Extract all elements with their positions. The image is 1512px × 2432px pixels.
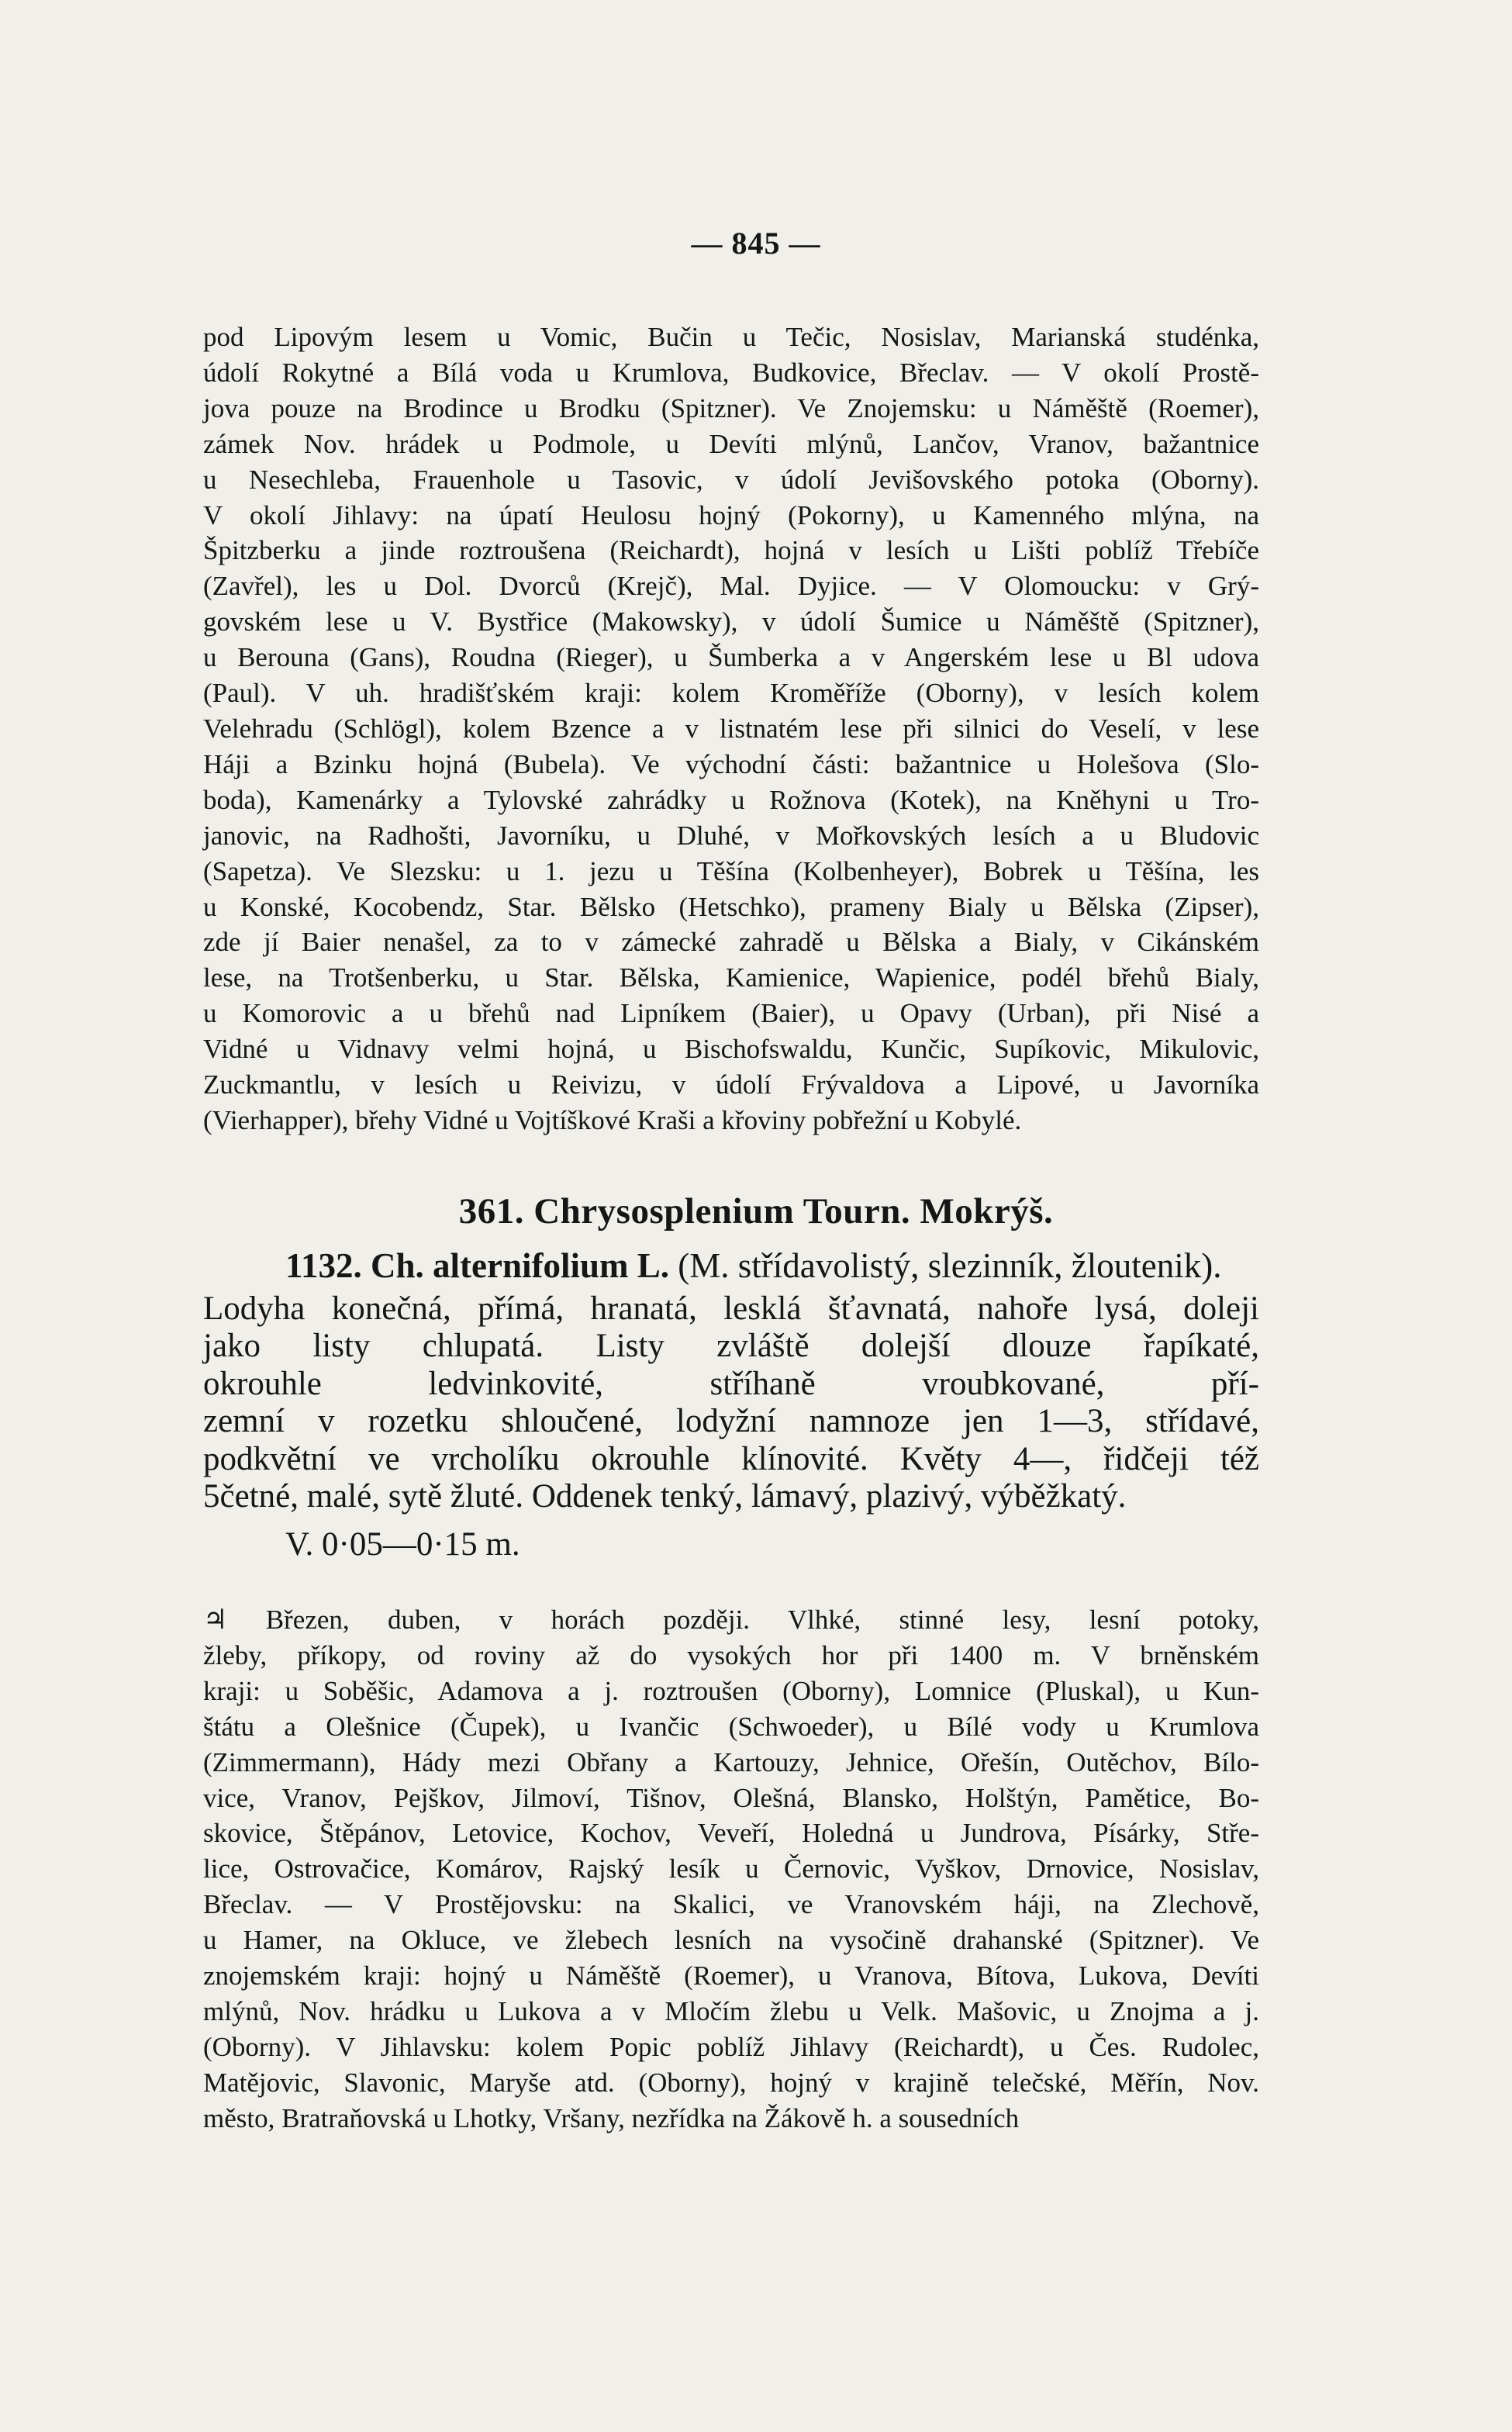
text-line: údolí Rokytné a Bílá voda u Krumlova, Budkovice, Břeclav. — V okolí Prostě- bbox=[203, 357, 1259, 388]
text-line: pod Lipovým lesem u Vomic, Bučin u Tečic, Nosislav, Marianská studénka, bbox=[203, 322, 1259, 352]
text-line: vice, Vranov, Pejškov, Jilmoví, Tišnov, Olešná, Blansko, Holštýn, Pamětice, Bo- bbox=[203, 1782, 1259, 1813]
text-line: lese, na Trotšenberku, u Star. Bělska, Kamienice, Wapienice, podél břehů Bialy, bbox=[203, 962, 1259, 993]
species-name: Ch. alternifolium L. bbox=[371, 1246, 670, 1285]
text-line: u Konské, Kocobendz, Star. Bělsko (Hetschko), prameny Bialy u Bělska (Zipser), bbox=[203, 891, 1259, 922]
species-entry bbox=[203, 1241, 1259, 1570]
text-line: Velehradu (Schlögl), kolem Bzence a v listnatém lese při silnici do Veselí, v lese bbox=[203, 713, 1259, 744]
description-line: 5četné, malé, sytě žluté. Oddenek tenký, lámavý, plazivý, výběžkatý. bbox=[203, 1478, 1127, 1515]
text-line: lice, Ostrovačice, Komárov, Rajský lesík u Černovic, Vyškov, Drnovice, Nosislav, bbox=[203, 1853, 1259, 1884]
description-line: podkvětní ve vrcholíku okrouhle klínovité. Květy 4—, řidčeji též bbox=[203, 1440, 1259, 1477]
species-height: V. 0·05—0·15 m. bbox=[285, 1526, 520, 1563]
text-line: Háji a Bzinku hojná (Bubela). Ve východní části: bažantnice u Holešova (Slo- bbox=[203, 748, 1259, 779]
description-line: jako listy chlupatá. Listy zvláště dolejší dlouze řapíkaté, bbox=[203, 1328, 1259, 1365]
text-line: (Sapetza). Ve Slezsku: u 1. jezu u Těšína (Kolbenheyer), Bobrek u Těšína, les bbox=[203, 855, 1259, 886]
species-common-name: (M. střídavolistý, slezinník, žloutenik). bbox=[678, 1246, 1222, 1285]
text-line: znojemském kraji: hojný u Náměště (Roemer), u Vranova, Bítova, Lukova, Devíti bbox=[203, 1960, 1259, 1992]
genus-heading: 361. Chrysosplenium Tourn. Mokrýš. bbox=[458, 1191, 1054, 1232]
text-line: Špitzberku a jinde roztroušena (Reichardt), hojná v lesích u Lišti poblíž Třebíče bbox=[203, 535, 1259, 566]
species-title-line bbox=[203, 1241, 1259, 1290]
paragraph-localities bbox=[203, 320, 1259, 1138]
text-line: město, Bratraňovská u Lhotky, Vršany, nezřídka na Žákově h. a sousedních bbox=[203, 2102, 1020, 2133]
description-line: Lodyha konečná, přímá, hranatá, lesklá šťavnatá, nahoře lysá, doleji bbox=[203, 1290, 1259, 1327]
text-line: boda), Kamenárky a Tylovské zahrádky u Rožnova (Kotek), na Kněhyni u Tro- bbox=[203, 784, 1259, 815]
text-line: jova pouze na Brodince u Brodku (Spitzner). Ve Znojemsku: u Náměště (Roemer), bbox=[203, 392, 1259, 423]
text-line: (Paul). V uh. hradišťském kraji: kolem Kroměříže (Oborny), v lesích kolem bbox=[203, 678, 1259, 709]
text-line: Vidné u Vidnavy velmi hojná, u Bischofswaldu, Kunčic, Supíkovic, Mikulovic, bbox=[203, 1034, 1259, 1065]
text-line: Zuckmantlu, v lesích u Reivizu, v údolí Frývaldova a Lipové, u Javorníka bbox=[203, 1069, 1259, 1100]
page-number: — 845 — bbox=[691, 226, 821, 261]
text-line: (Vierhapper), břehy Vidné u Vojtíškové Kraši a křoviny pobřežní u Kobylé. bbox=[203, 1104, 1022, 1135]
text-line: V okolí Jihlavy: na úpatí Heulosu hojný (Pokorny), u Kamenného mlýna, na bbox=[203, 499, 1259, 530]
text-line: skovice, Štěpánov, Letovice, Kochov, Veveří, Holedná u Jundrova, Písárky, Stře- bbox=[203, 1818, 1259, 1849]
text-line: (Zavřel), les u Dol. Dvorců (Krejč), Mal. Dyjice. — V Olomoucku: v Grý- bbox=[203, 571, 1259, 602]
text-line: govském lese u V. Bystřice (Makowsky), v údolí Šumice u Náměště (Spitzner), bbox=[203, 606, 1259, 637]
text-line: štátu a Olešnice (Čupek), u Ivančic (Schwoeder), u Bílé vody u Krumlova bbox=[203, 1711, 1259, 1742]
text-line: u Komorovic a u břehů nad Lipníkem (Baier), u Opavy (Urban), při Nisé a bbox=[203, 998, 1259, 1029]
text-line: ♃ Březen, duben, v horách později. Vlhké, stinné lesy, lesní potoky, bbox=[203, 1605, 1259, 1635]
description-line: zemní v rozetku shloučené, lodyžní namnoze jen 1—3, střídavé, bbox=[203, 1403, 1259, 1440]
text-line: janovic, na Radhošti, Javorníku, u Dluhé, v Mořkovských lesích a u Bludovic bbox=[203, 820, 1259, 851]
text-line: Matějovic, Slavonic, Maryše atd. (Oborny), hojný v krajině telečské, Měřín, Nov. bbox=[203, 2067, 1259, 2098]
text-line: žleby, příkopy, od roviny až do vysokých hor při 1400 m. V brněnském bbox=[203, 1639, 1259, 1670]
text-line: u Nesechleba, Frauenhole u Tasovic, v údolí Jevišovského potoka (Oborny). bbox=[203, 464, 1259, 495]
text-line: mlýnů, Nov. hrádku u Lukova a v Mločím žlebu u Velk. Mašovic, u Znojma a j. bbox=[203, 1995, 1259, 2026]
text-line: u Hamer, na Okluce, ve žlebech lesních na vysočině drahanské (Spitzner). Ve bbox=[203, 1925, 1259, 1956]
text-line: u Berouna (Gans), Roudna (Rieger), u Šumberka a v Angerském lese u Bl udova bbox=[203, 642, 1259, 673]
species-number: 1132. bbox=[285, 1246, 362, 1285]
description-line: okrouhle ledvinkovité, stříhaně vroubkované, pří- bbox=[203, 1365, 1259, 1402]
species-description bbox=[203, 1290, 1259, 1515]
paragraph-distribution bbox=[203, 1602, 1259, 2137]
text-line: zde jí Baier nenašel, za to v zámecké zahradě u Bělska a Bialy, v Cikánském bbox=[203, 927, 1259, 958]
text-line: (Zimmermann), Hády mezi Obřany a Kartouzy, Jehnice, Ořešín, Outěchov, Bílo- bbox=[203, 1746, 1259, 1777]
text-line: kraji: u Soběšic, Adamova a j. roztroušen (Oborny), Lomnice (Pluskal), u Kun- bbox=[203, 1675, 1259, 1706]
text-line: (Oborny). V Jihlavsku: kolem Popic poblíž Jihlavy (Reichardt), u Čes. Rudolec, bbox=[203, 2031, 1259, 2062]
text-line: Břeclav. — V Prostějovsku: na Skalici, ve Vranovském háji, na Zlechově, bbox=[203, 1889, 1259, 1920]
text-line: zámek Nov. hrádek u Podmole, u Devíti mlýnů, Lančov, Vranov, bažantnice bbox=[203, 428, 1259, 459]
